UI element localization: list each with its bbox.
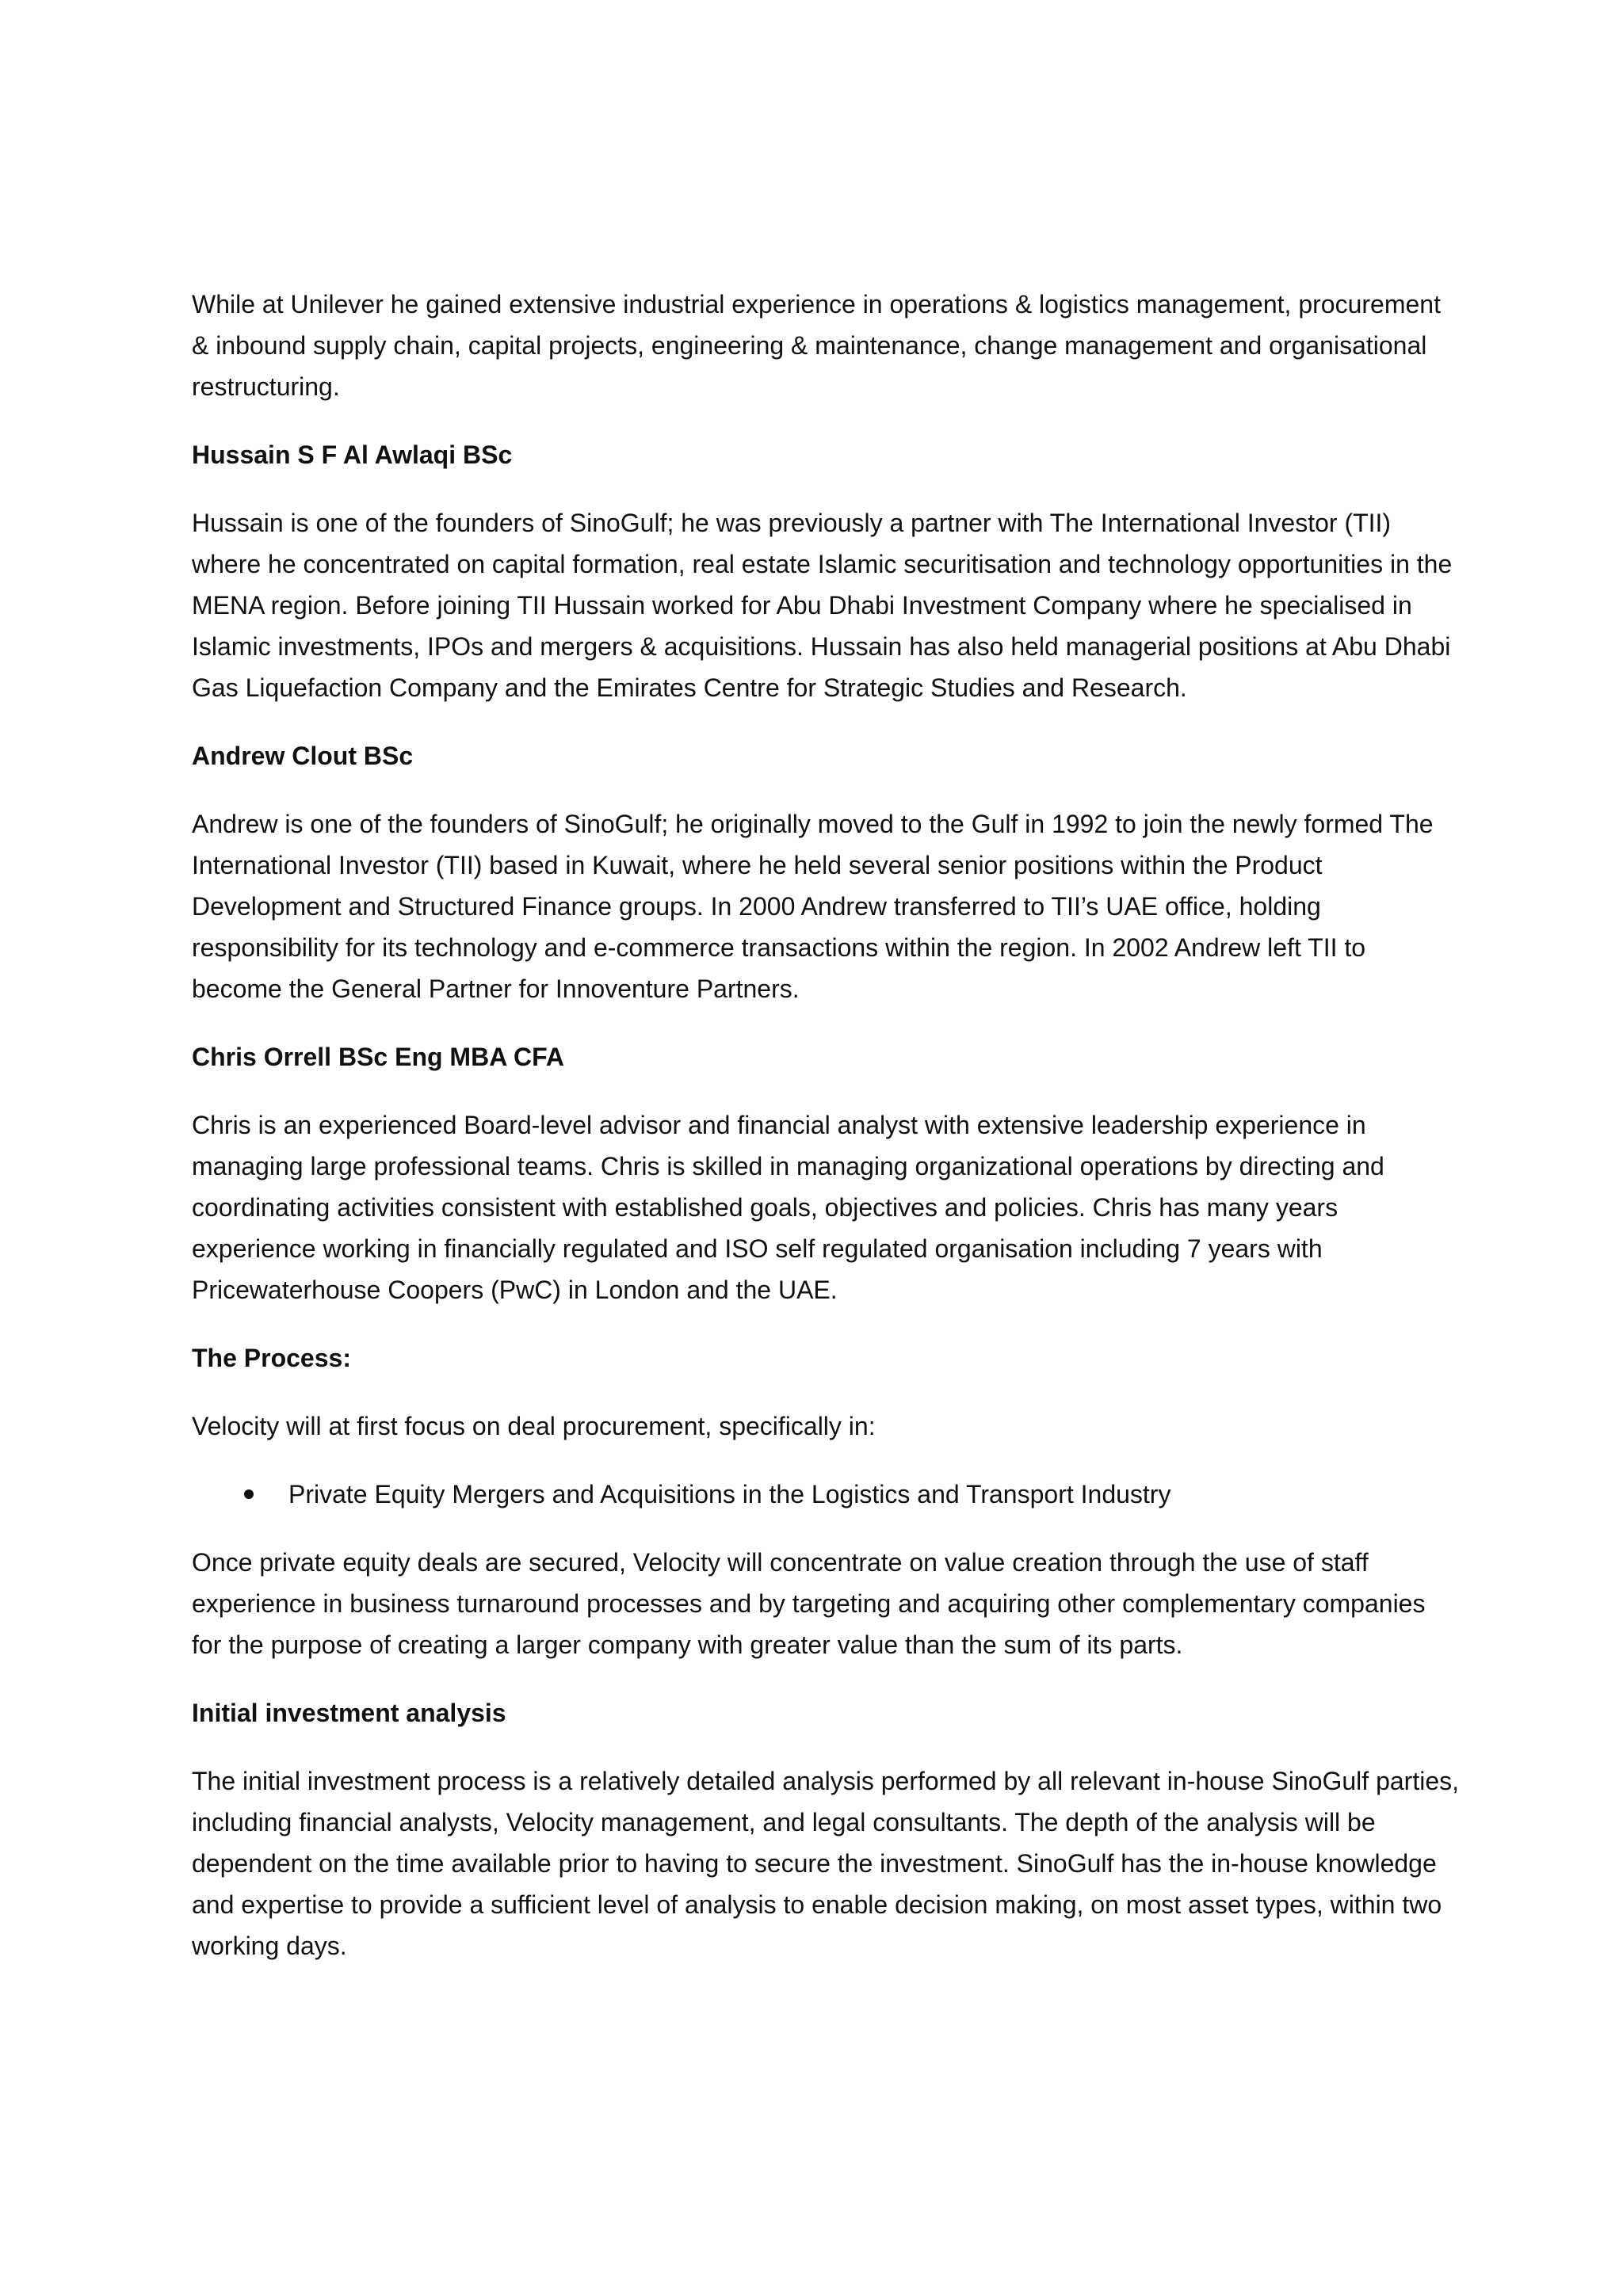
process-bullet-text: Private Equity Mergers and Acquisitions in the Logistics and Transport Industry [288,1480,1171,1508]
process-bullet-list [192,1474,1460,1515]
process-followup-paragraph: Once private equity deals are secured, Velocity will concentrate on value creation through the use of staff experience in business turnaround processes and by targeting and acquiring other complementary companies for the purpose of creating a larger company with greater value than the sum of its parts. [192,1548,1426,1659]
hussain-bio-paragraph: Hussain is one of the founders of SinoGulf; he was previously a partner with The International Investor (TII) where he concentrated on capital formation, real estate Islamic securitisation and technology opportunities in the MENA region. Before joining TII Hussain worked for Abu Dhabi Investment Company where he specialised in Islamic investments, IPOs and mergers & acquisitions. Hussain has also held managerial positions at Abu Dhabi Gas Liquefaction Company and the Emirates Centre for Strategic Studies and Research. [192,509,1453,702]
analysis-body-paragraph: The initial investment process is a relatively detailed analysis performed by all relevant in-house SinoGulf parties, including financial analysts, Velocity management, and legal consultants. The depth of the analysis will be dependent on the time available prior to having to secure the investment. SinoGulf has the in-house knowledge and expertise to provide a sufficient level of analysis to enable decision making, on most asset types, within two working days. [192,1767,1459,1960]
process-bullet-item [192,1474,1460,1515]
chris-heading: Chris Orrell BSc Eng MBA CFA [192,1043,564,1071]
analysis-heading: Initial investment analysis [192,1699,506,1727]
process-intro-paragraph: Velocity will at first focus on deal procurement, specifically in: [192,1412,876,1440]
chris-bio-paragraph: Chris is an experienced Board-level advisor and financial analyst with extensive leadership experience in managing large professional teams. Chris is skilled in managing organizational operations by directing and coordinating activities consistent with established goals, objectives and policies. Chris has many years experience working in financially regulated and ISO self regulated organisation including 7 years with Pricewaterhouse Coopers (PwC) in London and the UAE. [192,1111,1384,1304]
document-body [192,284,1460,1993]
andrew-heading: Andrew Clout BSc [192,742,414,770]
process-heading: The Process: [192,1344,351,1372]
unilever-paragraph: While at Unilever he gained extensive industrial experience in operations & logistics management, procurement & inbound supply chain, capital projects, engineering & maintenance, change management and organisational restructuring. [192,290,1441,401]
andrew-bio-paragraph: Andrew is one of the founders of SinoGulf; he originally moved to the Gulf in 1992 to join the newly formed The International Investor (TII) based in Kuwait, where he held several senior positions within the Product Development and Structured Finance groups. In 2000 Andrew transferred to TII’s UAE office, holding responsibility for its technology and e-commerce transactions within the region. In 2002 Andrew left TII to become the General Partner for Innoventure Partners. [192,810,1434,1003]
hussain-heading: Hussain S F Al Awlaqi BSc [192,441,513,469]
bullet-dot-icon [244,1489,254,1499]
